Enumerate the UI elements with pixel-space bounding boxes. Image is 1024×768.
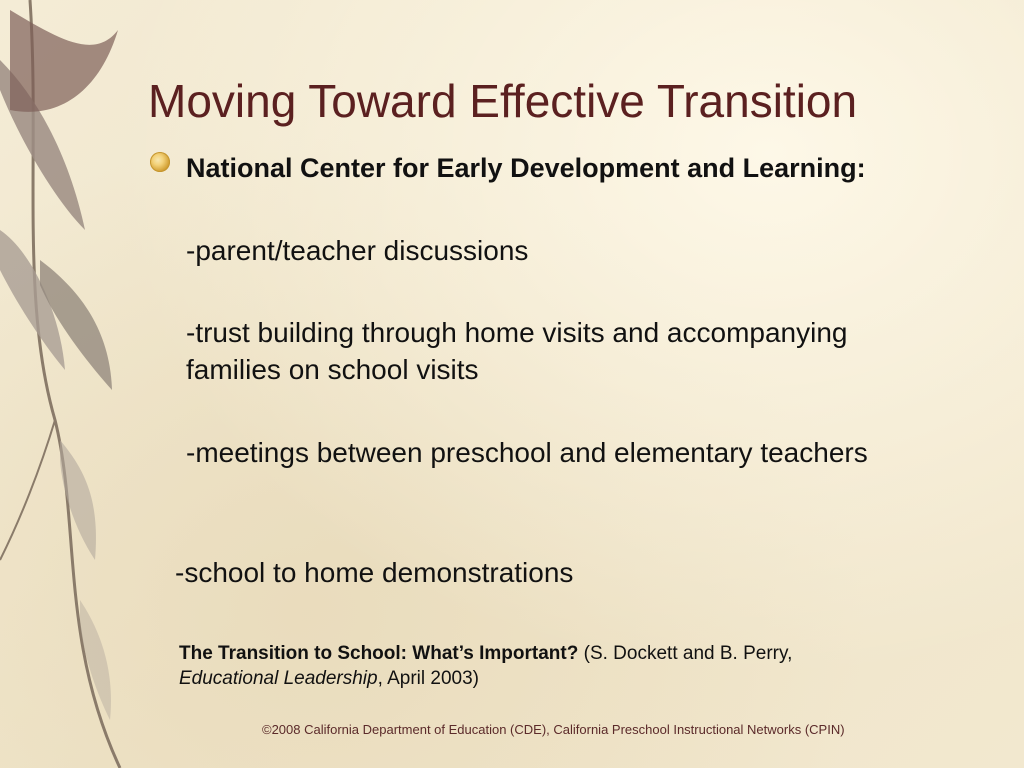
citation: [179, 641, 959, 691]
slide-title: Moving Toward Effective Transition: [148, 75, 858, 127]
list-item: -meetings between preschool and elementary teachers: [186, 437, 868, 468]
leaf-branch-illustration: [0, 0, 130, 768]
list-item: -trust building through home visits and accompanying families on school visits: [186, 317, 848, 385]
citation-journal: Educational Leadership: [179, 668, 378, 689]
bullet-heading: National Center for Early Development and Learning:: [186, 153, 866, 183]
copyright-footer: ©2008 California Department of Education (CDE), California Preschool Instructional Networks (CPIN): [262, 722, 845, 737]
list-item: -parent/teacher discussions: [186, 235, 529, 266]
citation-title: The Transition to School: What’s Important?: [179, 643, 579, 664]
citation-authors: (S. Dockett and B. Perry,: [578, 643, 793, 664]
citation-date: , April 2003): [377, 668, 479, 689]
list-item: -school to home demonstrations: [175, 557, 574, 588]
gold-circle-bullet-icon: [150, 152, 170, 172]
